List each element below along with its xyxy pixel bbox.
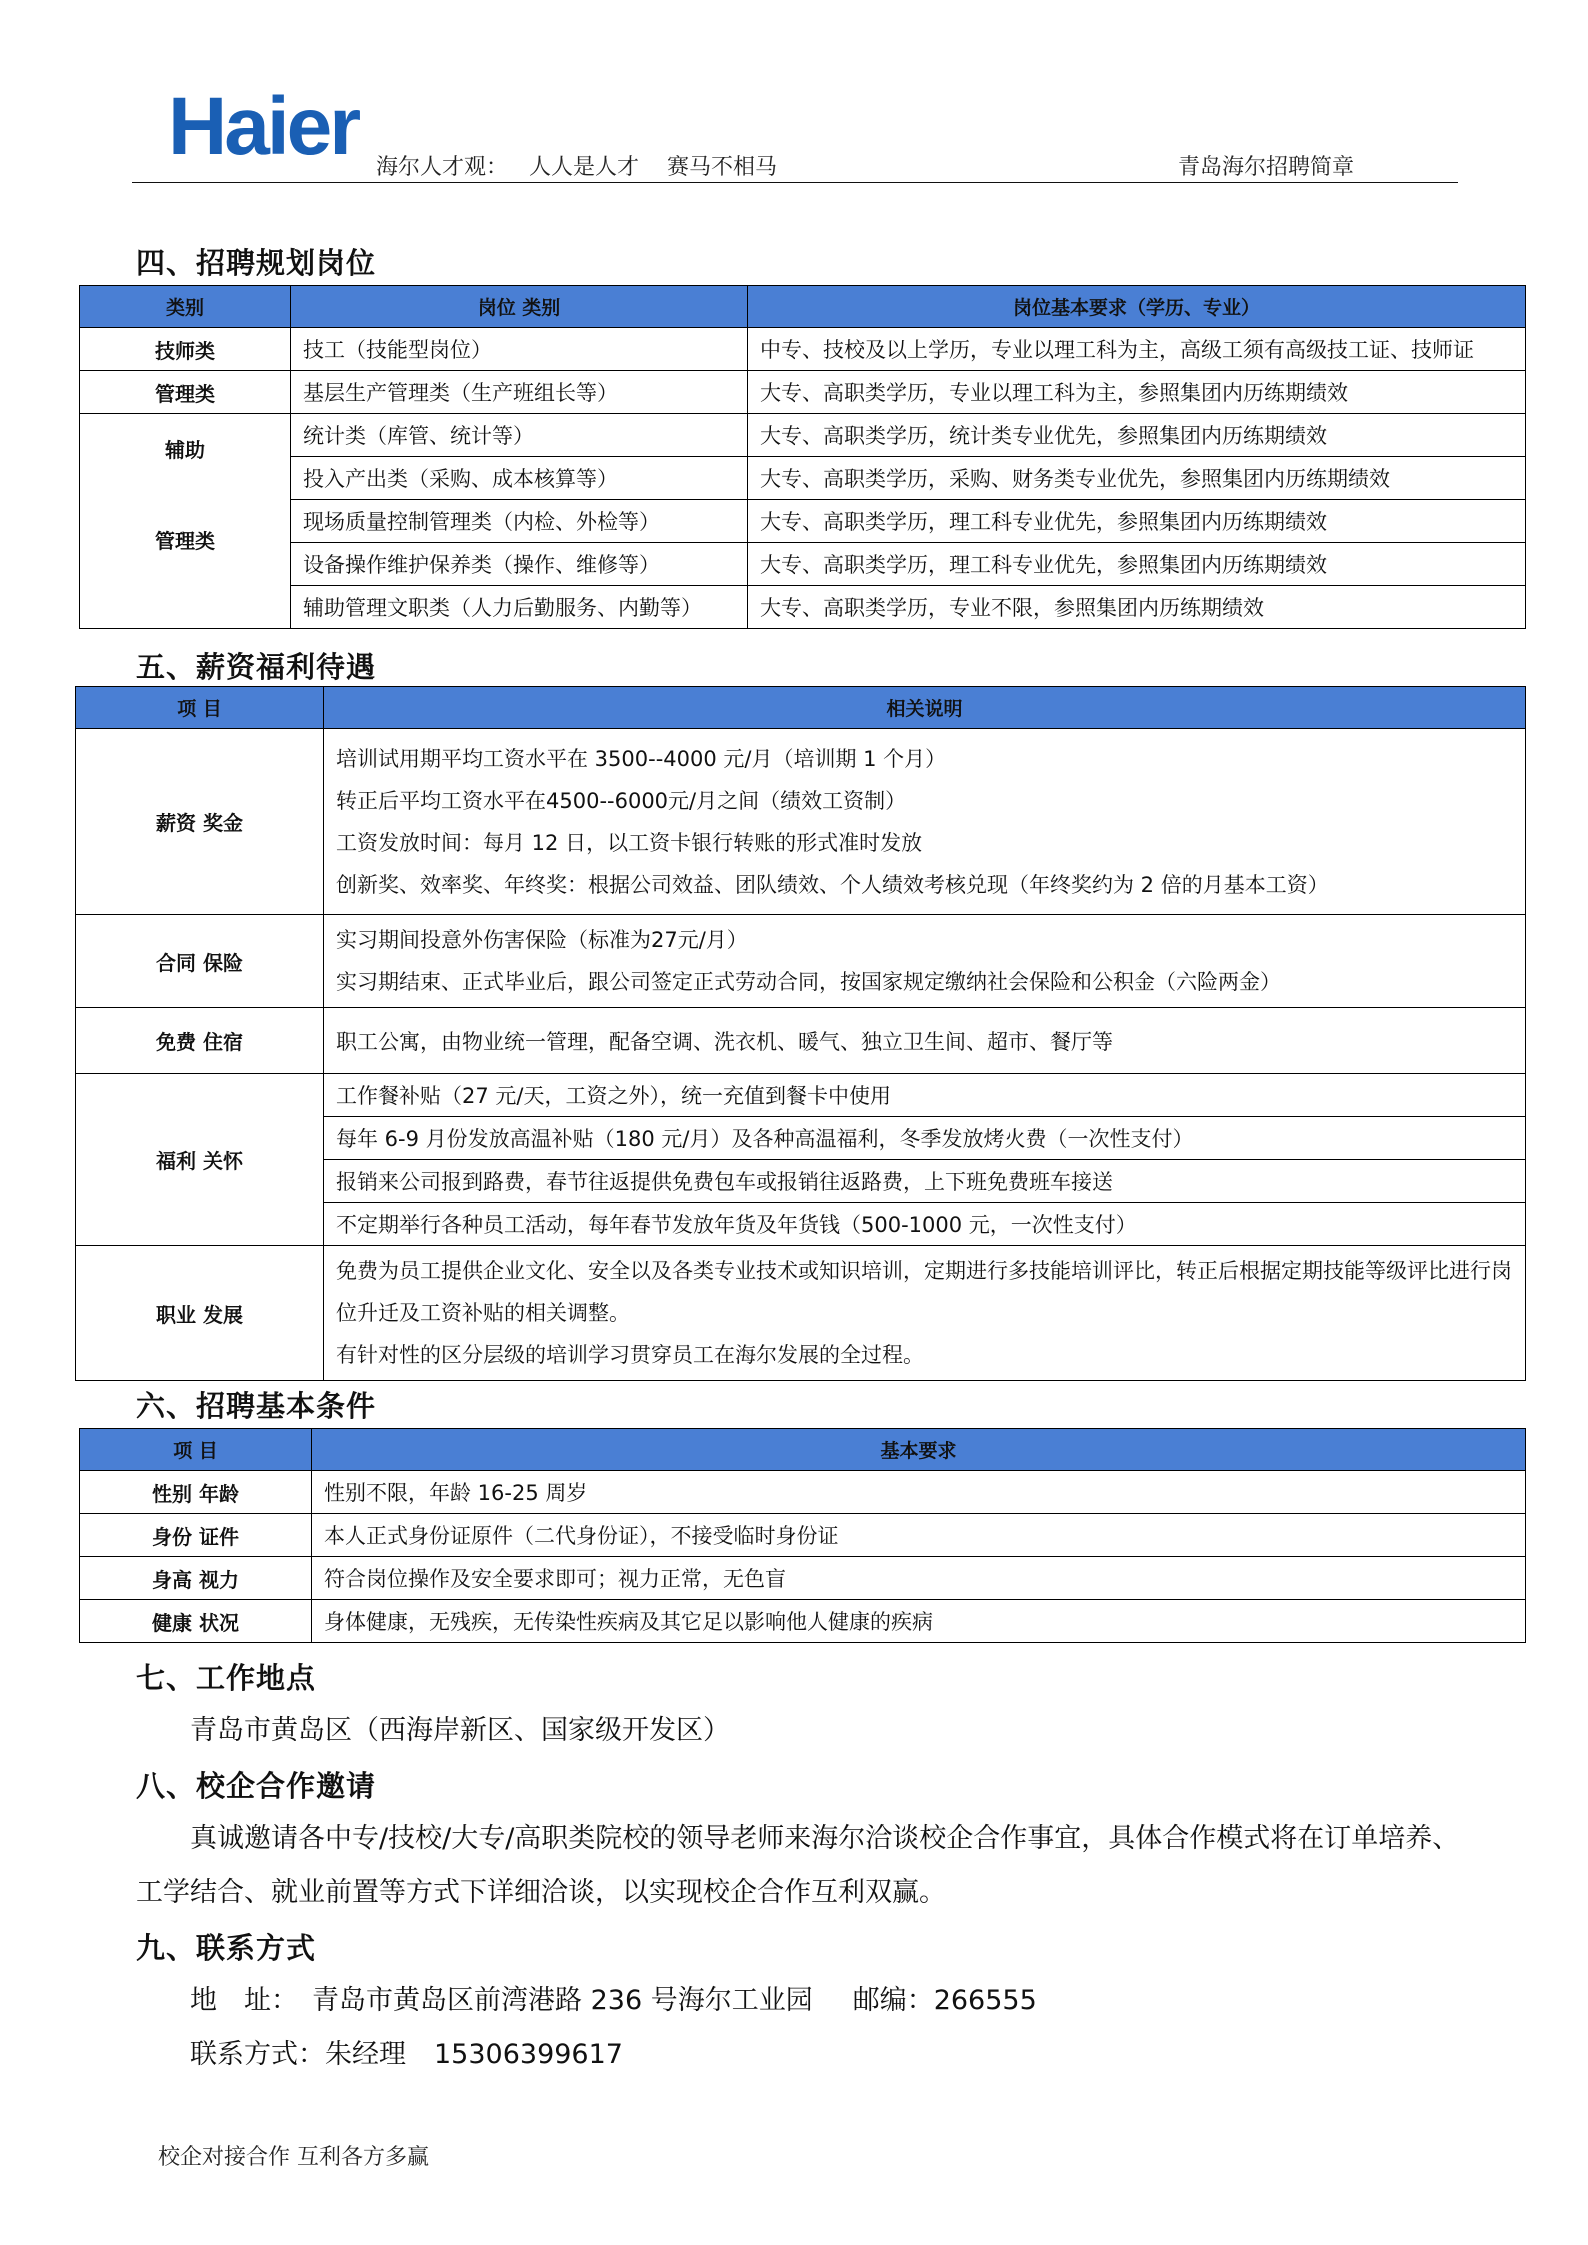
table-row (80, 328, 1526, 371)
address-value: 青岛市黄岛区前湾港路 236 号海尔工业园 (312, 1985, 813, 2016)
footer-slogan: 校企对接合作 互利各方多赢 (158, 2145, 429, 2170)
requirement-cell: 大专、高职类学历，统计类专业优先，参照集团内历练期绩效 (748, 414, 1526, 457)
section-9-title: 九、联系方式 (136, 1931, 317, 1965)
table-row (80, 1600, 1526, 1643)
requirement-cell: 大专、高职类学历，理工科专业优先，参照集团内历练期绩效 (748, 543, 1526, 586)
column-header: 基本要求 (312, 1429, 1526, 1471)
table-header-row (80, 286, 1526, 328)
table-header-row (80, 1429, 1526, 1471)
post-cell: 技工（技能型岗位） (291, 328, 748, 371)
work-location: 青岛市黄岛区（西海岸新区、国家级开发区） (190, 1715, 730, 1746)
contact-label: 联系方式： (190, 2039, 325, 2070)
phone-number: 15306399617 (434, 2039, 623, 2070)
table-row (80, 371, 1526, 414)
description-line: 工资发放时间：每月 12 日，以工资卡银行转账的形式准时发放 (336, 830, 923, 855)
category-cell: 健康 状况 (80, 1600, 312, 1643)
description-line: 培训试用期平均工资水平在 3500--4000 元/月（培训期 1 个月） (336, 746, 947, 771)
description-cell: 职工公寓，由物业统一管理，配备空调、洗衣机、暖气、独立卫生间、超市、餐厅等 (324, 1008, 1526, 1074)
description-line: 创新奖、效率奖、年终奖：根据公司效益、团队绩效、个人绩效考核兑现（年终奖约为 2 倍的月基本工资） (336, 872, 1329, 897)
column-header: 相关说明 (324, 687, 1526, 729)
description-line: 实习期结束、正式毕业后，跟公司签定正式劳动合同，按国家规定缴纳社会保险和公积金（六险两金） (336, 970, 1281, 994)
category-cell: 管理类 (80, 371, 291, 414)
category-cell: 技师类 (80, 328, 291, 371)
table-row (80, 500, 1526, 543)
requirements-table (79, 1428, 1526, 1643)
category-cell: 身高 视力 (80, 1557, 312, 1600)
table-row (76, 729, 1526, 915)
section-6-title: 六、招聘基本条件 (136, 1389, 377, 1423)
cooperation-text-line-1: 真诚邀请各中专/技校/大专/高职类院校的领导老师来海尔洽谈校企合作事宜，具体合作模式将在订单培养、 (190, 1823, 1460, 1854)
positions-table (79, 285, 1526, 629)
post-cell: 基层生产管理类（生产班组长等） (291, 371, 748, 414)
address-label: 地 址： (190, 1985, 298, 2016)
table-row (76, 1008, 1526, 1074)
talent-slogan: 海尔人才观： 人人是人才 赛马不相马 (376, 155, 777, 180)
description-line: 实习期间投意外伤害保险（标准为27元/月） (336, 928, 748, 952)
post-cell: 辅助管理文职类（人力后勤服务、内勤等） (291, 586, 748, 629)
address-line (190, 1974, 1037, 2028)
requirement-cell: 本人正式身份证原件（二代身份证），不接受临时身份证 (312, 1514, 1526, 1557)
cooperation-text-line-2: 工学结合、就业前置等方式下详细洽谈，以实现校企合作互利双赢。 (136, 1877, 946, 1908)
header-divider (132, 182, 1458, 183)
table-row (76, 915, 1526, 1008)
section-8-title: 八、校企合作邀请 (136, 1769, 377, 1803)
table-row (76, 1074, 1526, 1117)
category-cell: 免费 住宿 (76, 1008, 324, 1074)
postcode-label: 邮编： (852, 1985, 934, 2016)
table-row (80, 1514, 1526, 1557)
svg-text:Haier: Haier (168, 81, 359, 166)
category-cell: 福利 关怀 (76, 1074, 324, 1246)
document-title: 青岛海尔招聘简章 (1178, 155, 1355, 180)
category-label-line1: 辅助 (165, 438, 205, 462)
column-header: 项 目 (76, 687, 324, 729)
category-cell: 薪资 奖金 (76, 729, 324, 915)
description-cell: 不定期举行各种员工活动，每年春节发放年货及年货钱（500-1000 元，一次性支付） (324, 1203, 1526, 1246)
post-cell: 投入产出类（采购、成本核算等） (291, 457, 748, 500)
category-cell-aux-management (80, 414, 291, 629)
section-4-title: 四、招聘规划岗位 (136, 246, 377, 280)
section-5-title: 五、薪资福利待遇 (136, 650, 377, 684)
post-cell: 设备操作维护保养类（操作、维修等） (291, 543, 748, 586)
table-row (76, 1246, 1526, 1381)
requirement-cell: 大专、高职类学历，采购、财务类专业优先，参照集团内历练期绩效 (748, 457, 1526, 500)
salary-benefits-table (75, 686, 1526, 1381)
description-cell (324, 915, 1526, 1008)
category-cell: 合同 保险 (76, 915, 324, 1008)
requirement-cell: 中专、技校及以上学历，专业以理工科为主，高级工须有高级技工证、技师证 (748, 328, 1526, 371)
description-cell: 工作餐补贴（27 元/天，工资之外），统一充值到餐卡中使用 (324, 1074, 1526, 1117)
post-cell: 统计类（库管、统计等） (291, 414, 748, 457)
table-row (80, 1557, 1526, 1600)
requirement-cell: 大专、高职类学历，专业不限，参照集团内历练期绩效 (748, 586, 1526, 629)
table-row (80, 457, 1526, 500)
description-cell: 报销来公司报到路费，春节往返提供免费包车或报销往返路费，上下班免费班车接送 (324, 1160, 1526, 1203)
description-cell: 每年 6-9 月份发放高温补贴（180 元/月）及各种高温福利，冬季发放烤火费（一次性支付） (324, 1117, 1526, 1160)
description-line: 免费为员工提供企业文化、安全以及各类专业技术或知识培训，定期进行多技能培训评比，转正后根据定期技能等级评比进行岗位升迁及工资补贴的相关调整。 (336, 1259, 1512, 1325)
table-row (80, 1471, 1526, 1514)
table-row (80, 543, 1526, 586)
requirement-cell: 大专、高职类学历，理工科专业优先，参照集团内历练期绩效 (748, 500, 1526, 543)
post-cell: 现场质量控制管理类（内检、外检等） (291, 500, 748, 543)
column-header: 岗位基本要求（学历、专业） (748, 286, 1526, 328)
requirement-cell: 性别不限，年龄 16-25 周岁 (312, 1471, 1526, 1514)
contact-line (190, 2028, 623, 2082)
category-cell: 性别 年龄 (80, 1471, 312, 1514)
description-line: 转正后平均工资水平在4500--6000元/月之间（绩效工资制） (336, 788, 907, 813)
column-header: 项 目 (80, 1429, 312, 1471)
postcode-value: 266555 (933, 1985, 1037, 2016)
table-row (80, 586, 1526, 629)
column-header: 类别 (80, 286, 291, 328)
column-header: 岗位 类别 (291, 286, 748, 328)
description-line: 有针对性的区分层级的培训学习贯穿员工在海尔发展的全过程。 (336, 1343, 924, 1367)
description-cell (324, 1246, 1526, 1381)
category-cell: 职业 发展 (76, 1246, 324, 1381)
description-cell (324, 729, 1526, 915)
table-header-row (76, 687, 1526, 729)
section-7-title: 七、工作地点 (136, 1661, 317, 1695)
requirement-cell: 身体健康，无残疾，无传染性疾病及其它足以影响他人健康的疾病 (312, 1600, 1526, 1643)
category-cell: 身份 证件 (80, 1514, 312, 1557)
haier-logo (168, 80, 368, 166)
requirement-cell: 大专、高职类学历，专业以理工科为主，参照集团内历练期绩效 (748, 371, 1526, 414)
category-label-line2: 管理类 (155, 529, 215, 553)
requirement-cell: 符合岗位操作及安全要求即可；视力正常，无色盲 (312, 1557, 1526, 1600)
contact-name: 朱经理 (325, 2039, 406, 2070)
table-row (80, 414, 1526, 457)
